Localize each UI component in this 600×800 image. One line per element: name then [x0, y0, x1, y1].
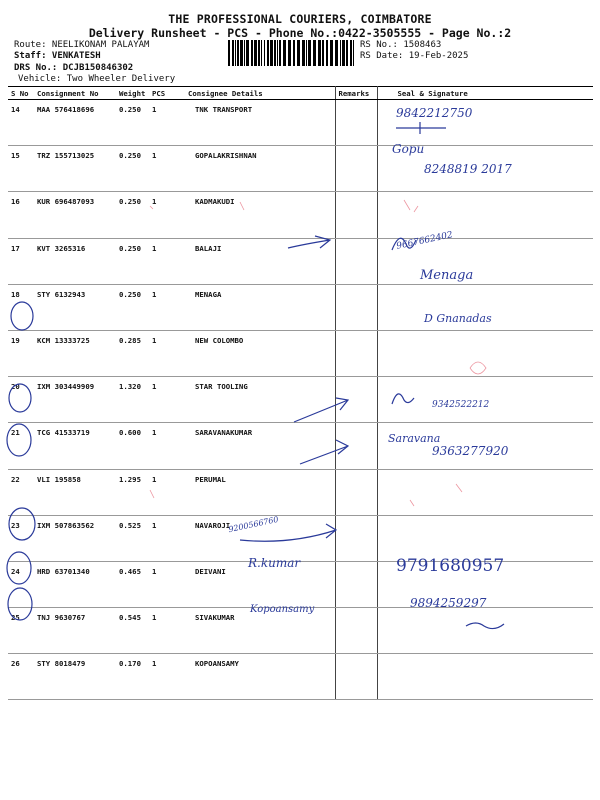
cell-weight: 0.170 [116, 654, 149, 700]
cell-consignee: KOPOANSAMY [185, 654, 335, 700]
handwritten-signature-18: Menaga [420, 268, 474, 283]
cell-consignee: DEIVANI [185, 561, 335, 607]
cell-pcs: 1 [149, 284, 185, 330]
cell-pcs: 1 [149, 330, 185, 376]
arrow-mark-24 [240, 524, 336, 541]
handwritten-signature-19: D Gnanadas [424, 312, 492, 325]
cell-pcs: 1 [149, 608, 185, 654]
handwritten-phone-26: 9894259297 [410, 596, 487, 610]
cell-sno: 21 [8, 423, 34, 469]
cell-consignment: VLI 195858 [34, 469, 116, 515]
cell-pcs: 1 [149, 100, 185, 146]
cell-pcs: 1 [149, 515, 185, 561]
underline-mark-14 [396, 122, 446, 134]
vehicle-text: Vehicle: Two Wheeler Delivery [18, 74, 176, 84]
handwritten-signature-22: Saravana [388, 432, 441, 445]
rs-date: RS Date: 19-Feb-2025 [360, 51, 469, 61]
circle-mark-21 [9, 384, 31, 412]
circle-mark-26 [8, 588, 32, 620]
handwritten-phone-15: 8248819 2017 [424, 162, 512, 176]
red-mark-16b [404, 200, 418, 212]
circle-mark-19 [11, 302, 33, 330]
arrow-mark-21 [294, 398, 348, 422]
cell-weight: 0.525 [116, 515, 149, 561]
cell-consignee: KADMAKUDI [185, 192, 335, 238]
cell-sno: 22 [8, 469, 34, 515]
cell-consignment: KCM 13333725 [34, 330, 116, 376]
red-mark-16 [150, 202, 244, 210]
cell-consignment: HRD 63701340 [34, 561, 116, 607]
red-mark-24 [410, 500, 414, 506]
cell-sno: 24 [8, 561, 34, 607]
cell-pcs: 1 [149, 192, 185, 238]
cell-sno: 14 [8, 100, 34, 146]
cell-consignment: TCG 41533719 [34, 423, 116, 469]
cell-sno: 19 [8, 330, 34, 376]
cell-consignment: KUR 696487093 [34, 192, 116, 238]
scribble-mark-21 [392, 394, 414, 404]
cell-consignee: GOPALAKRISHNAN [185, 146, 335, 192]
cell-consignee: SIVAKUMAR [185, 608, 335, 654]
cell-consignee: NEW COLOMBO [185, 330, 335, 376]
cell-sno: 25 [8, 608, 34, 654]
cell-consignment: IXM 303449909 [34, 377, 116, 423]
cell-sno: 17 [8, 238, 34, 284]
handwritten-phone-22: 9363277920 [432, 444, 509, 458]
company-title: THE PROFESSIONAL COURIERS, COIMBATORE [168, 12, 432, 26]
cell-sno: 23 [8, 515, 34, 561]
cell-sno: 16 [8, 192, 34, 238]
cell-consignment: TNJ 9630767 [34, 608, 116, 654]
col-consignee: Consignee Details [185, 87, 335, 100]
handwritten-phone-25: 9791680957 [396, 556, 505, 576]
circle-mark-25 [7, 552, 31, 584]
rs-number: RS No.: 1508463 [360, 40, 442, 50]
circle-mark-22 [7, 424, 31, 456]
col-consignment: Consignment No [34, 87, 116, 100]
handwritten-phone-17: 9667662402 [395, 230, 454, 252]
cell-weight: 0.250 [116, 284, 149, 330]
col-signature: Seal & Signature [377, 87, 593, 100]
cell-consignment: STY 8018479 [34, 654, 116, 700]
route-text: Route: NEELIKONAM PALAYAM [14, 40, 150, 50]
cell-weight: 0.465 [116, 561, 149, 607]
cell-consignee: BALAJI [185, 238, 335, 284]
arrow-mark-22 [300, 440, 348, 464]
cell-consignee: PERUMAL [185, 469, 335, 515]
handwritten-signature-15: Gopu [392, 142, 425, 156]
cell-weight: 0.250 [116, 146, 149, 192]
cell-consignee: MENAGA [185, 284, 335, 330]
col-weight: Weight [116, 87, 149, 100]
scribble-mark-17 [392, 238, 416, 250]
cell-weight: 0.250 [116, 238, 149, 284]
cell-sno: 18 [8, 284, 34, 330]
handwritten-signature-25: R.kumar [248, 556, 301, 570]
cell-consignee: TNK TRANSPORT [185, 100, 335, 146]
cell-consignment: KVT 3265316 [34, 238, 116, 284]
squiggle-mark-26 [466, 623, 504, 629]
cell-consignment: IXM 507863562 [34, 515, 116, 561]
circle-mark-24 [9, 508, 35, 540]
cell-pcs: 1 [149, 423, 185, 469]
cell-consignment: MAA 576418696 [34, 100, 116, 146]
cell-consignee: NAVAROJI [185, 515, 335, 561]
staff-text: Staff: VENKATESH [14, 51, 101, 61]
cell-weight: 0.285 [116, 330, 149, 376]
arrow-mark-17 [288, 236, 330, 248]
red-mark-20 [470, 362, 486, 374]
cell-sno: 20 [8, 377, 34, 423]
col-sno: S No [8, 87, 34, 100]
runsheet-title: Delivery Runsheet - PCS - Phone No.:0422-3505555 - Page No.:2 [88, 26, 512, 40]
cell-weight: 0.250 [116, 192, 149, 238]
cell-pcs: 1 [149, 469, 185, 515]
cell-sno: 15 [8, 146, 34, 192]
cell-weight: 0.545 [116, 608, 149, 654]
drs-number: DRS No.: DCJB150846302 [14, 63, 134, 73]
col-pcs: PCS [149, 87, 185, 100]
cell-pcs: 1 [149, 238, 185, 284]
cell-weight: 0.250 [116, 100, 149, 146]
handwritten-phone-14: 9842212750 [396, 106, 473, 120]
cell-pcs: 1 [149, 377, 185, 423]
col-remarks: Remarks [335, 87, 377, 100]
cell-consignment: TRZ 155713025 [34, 146, 116, 192]
handwritten-signature-26: Kopoansamy [250, 604, 315, 615]
red-mark-23 [150, 484, 462, 498]
cell-weight: 1.295 [116, 469, 149, 515]
cell-weight: 1.320 [116, 377, 149, 423]
cell-consignee: STAR TOOLING [185, 377, 335, 423]
cell-sno: 26 [8, 654, 34, 700]
cell-weight: 0.600 [116, 423, 149, 469]
handwritten-phone-24: 9200566760 [227, 514, 280, 535]
cell-pcs: 1 [149, 654, 185, 700]
cell-consignee: SARAVANAKUMAR [185, 423, 335, 469]
handwritten-phone-21: 9342522212 [432, 400, 490, 410]
cell-consignment: STY 6132943 [34, 284, 116, 330]
cell-pcs: 1 [149, 146, 185, 192]
cell-pcs: 1 [149, 561, 185, 607]
